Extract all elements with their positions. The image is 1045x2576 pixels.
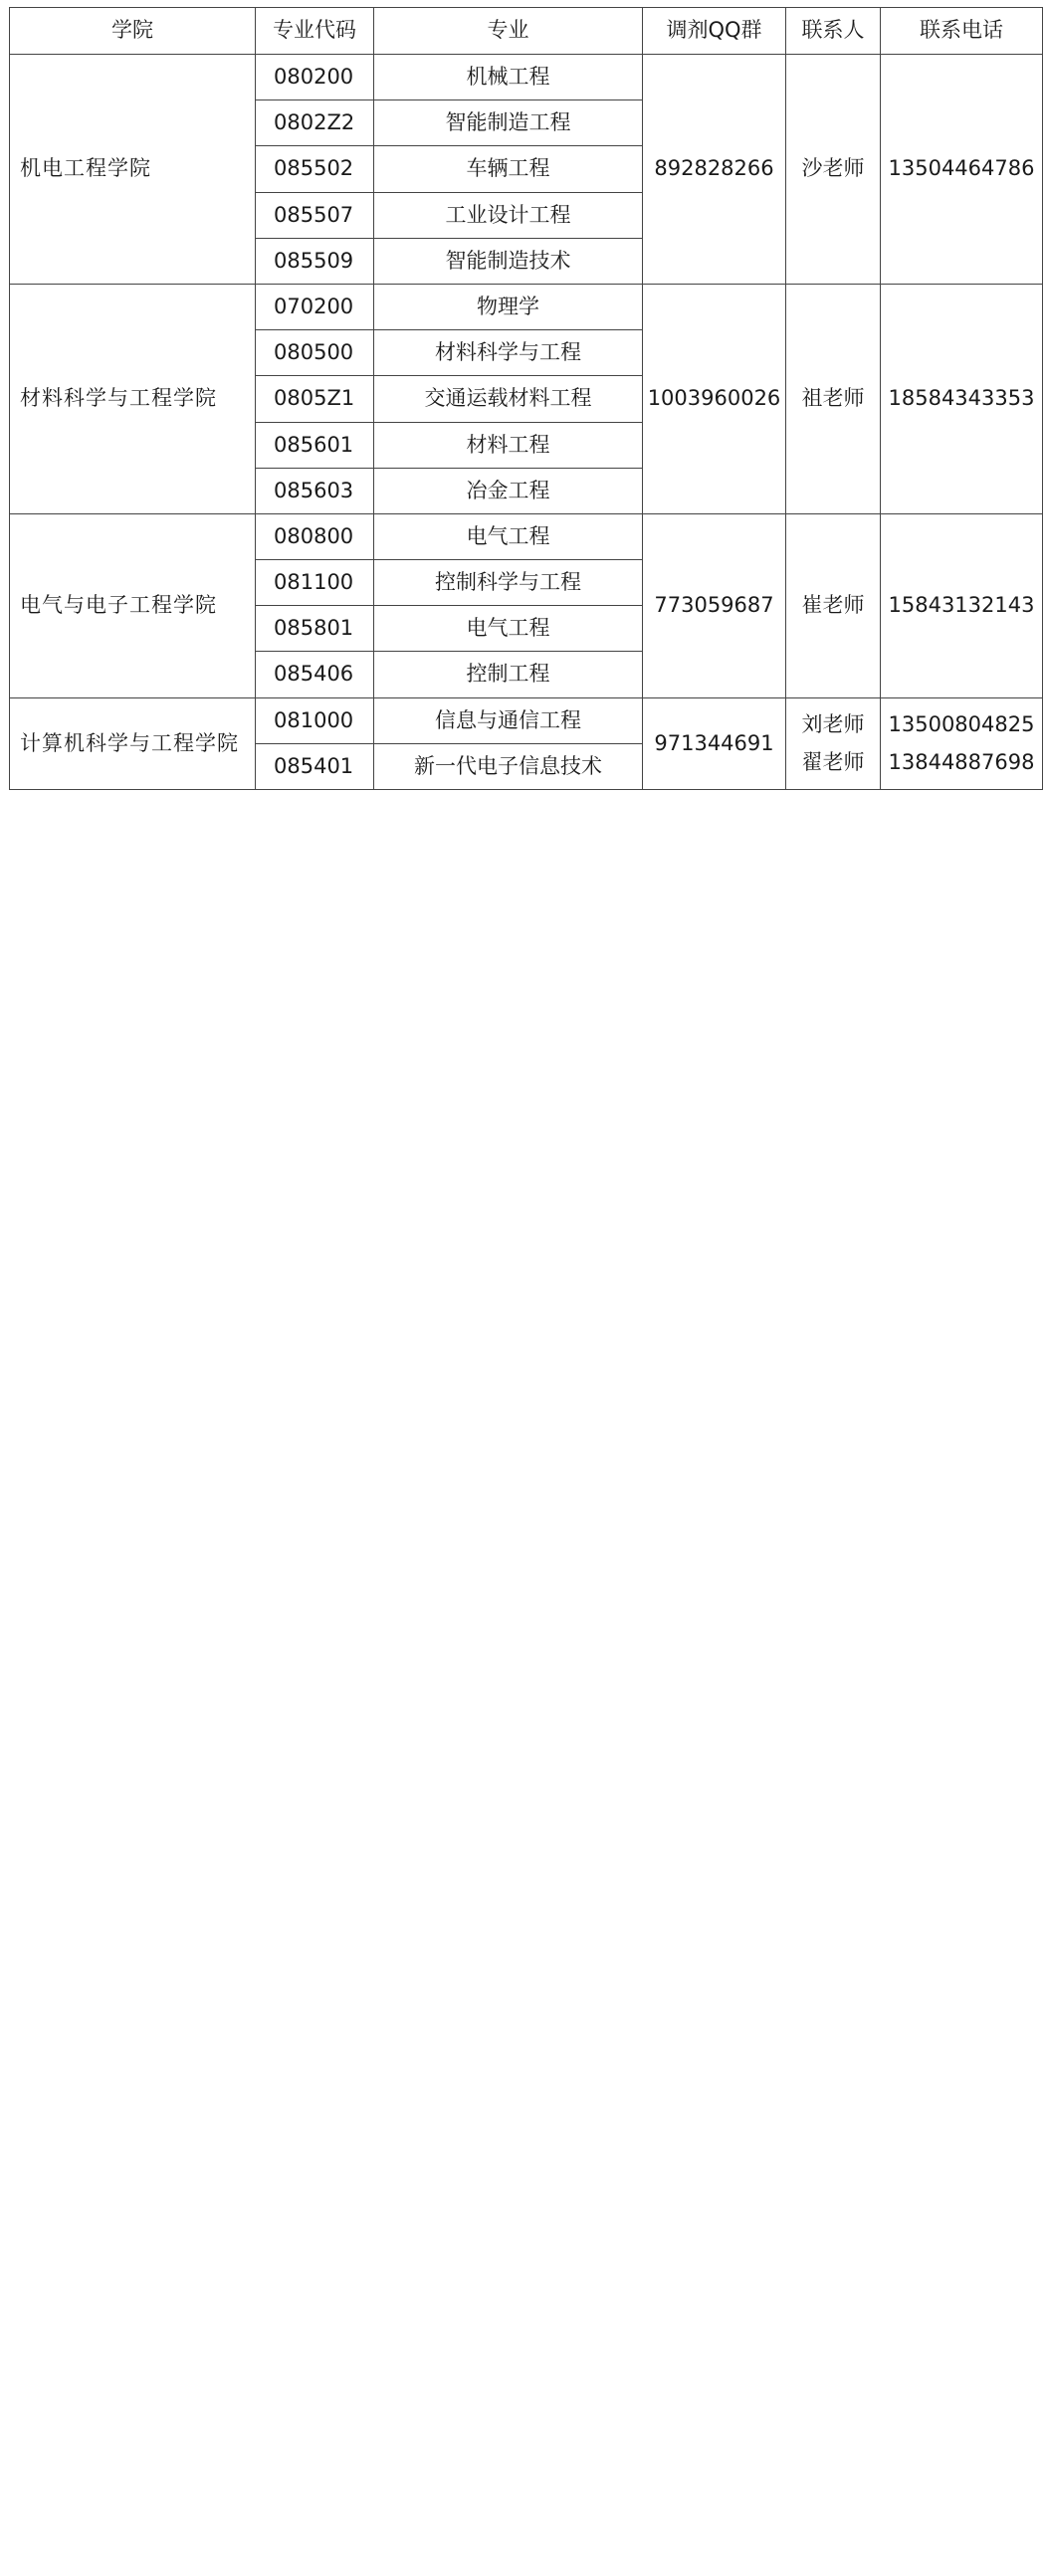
major-code-cell: 085507 bbox=[256, 192, 374, 238]
phone-number-line: 13844887698 bbox=[888, 750, 1035, 775]
major-code-cell: 085603 bbox=[256, 468, 374, 513]
contact-name-line: 翟老师 bbox=[801, 750, 865, 775]
contact-cell bbox=[786, 697, 881, 789]
contact-cell: 沙老师 bbox=[786, 55, 881, 285]
major-code-cell: 085406 bbox=[256, 652, 374, 697]
major-name-cell: 车辆工程 bbox=[374, 146, 643, 192]
adjustment-table bbox=[9, 7, 1043, 790]
phone-cell bbox=[881, 697, 1043, 789]
table-row bbox=[10, 513, 1043, 559]
header-code: 专业代码 bbox=[256, 8, 374, 55]
college-cell: 机电工程学院 bbox=[10, 55, 256, 285]
major-name-cell: 材料工程 bbox=[374, 422, 643, 468]
major-name-cell: 交通运载材料工程 bbox=[374, 376, 643, 422]
major-name-cell: 控制工程 bbox=[374, 652, 643, 697]
qq-group-cell: 971344691 bbox=[643, 697, 786, 789]
qq-group-cell: 773059687 bbox=[643, 513, 786, 697]
table-row bbox=[10, 284, 1043, 329]
major-code-cell: 085801 bbox=[256, 606, 374, 652]
qq-group-cell: 1003960026 bbox=[643, 284, 786, 513]
major-name-cell: 控制科学与工程 bbox=[374, 560, 643, 606]
header-row bbox=[10, 8, 1043, 55]
major-name-cell: 工业设计工程 bbox=[374, 192, 643, 238]
major-code-cell: 080500 bbox=[256, 330, 374, 376]
major-name-cell: 物理学 bbox=[374, 284, 643, 329]
contact-name-line: 刘老师 bbox=[801, 712, 865, 737]
major-code-cell: 081000 bbox=[256, 697, 374, 743]
major-name-cell: 信息与通信工程 bbox=[374, 697, 643, 743]
table-row bbox=[10, 697, 1043, 743]
header-phone: 联系电话 bbox=[881, 8, 1043, 55]
header-qq: 调剂QQ群 bbox=[643, 8, 786, 55]
college-cell: 材料科学与工程学院 bbox=[10, 284, 256, 513]
header-major: 专业 bbox=[374, 8, 643, 55]
major-name-cell: 电气工程 bbox=[374, 606, 643, 652]
phone-number bbox=[881, 705, 1042, 781]
major-code-cell: 0805Z1 bbox=[256, 376, 374, 422]
major-code-cell: 080800 bbox=[256, 513, 374, 559]
contact-name bbox=[786, 705, 880, 781]
college-cell: 计算机科学与工程学院 bbox=[10, 697, 256, 789]
major-code-cell: 081100 bbox=[256, 560, 374, 606]
major-name-cell: 新一代电子信息技术 bbox=[374, 743, 643, 789]
qq-group-cell: 892828266 bbox=[643, 55, 786, 285]
major-code-cell: 0802Z2 bbox=[256, 100, 374, 146]
phone-number-line: 13500804825 bbox=[888, 712, 1035, 737]
major-code-cell: 080200 bbox=[256, 55, 374, 100]
table-body bbox=[10, 55, 1043, 790]
major-code-cell: 085401 bbox=[256, 743, 374, 789]
major-name-cell: 机械工程 bbox=[374, 55, 643, 100]
major-name-cell: 材料科学与工程 bbox=[374, 330, 643, 376]
major-code-cell: 085502 bbox=[256, 146, 374, 192]
table-row bbox=[10, 55, 1043, 100]
contact-cell: 崔老师 bbox=[786, 513, 881, 697]
college-cell: 电气与电子工程学院 bbox=[10, 513, 256, 697]
major-name-cell: 冶金工程 bbox=[374, 468, 643, 513]
header-contact: 联系人 bbox=[786, 8, 881, 55]
phone-cell: 18584343353 bbox=[881, 284, 1043, 513]
major-code-cell: 070200 bbox=[256, 284, 374, 329]
major-name-cell: 智能制造技术 bbox=[374, 238, 643, 284]
phone-cell: 13504464786 bbox=[881, 55, 1043, 285]
major-name-cell: 电气工程 bbox=[374, 513, 643, 559]
major-code-cell: 085601 bbox=[256, 422, 374, 468]
header-college: 学院 bbox=[10, 8, 256, 55]
phone-cell: 15843132143 bbox=[881, 513, 1043, 697]
contact-cell: 祖老师 bbox=[786, 284, 881, 513]
major-code-cell: 085509 bbox=[256, 238, 374, 284]
major-name-cell: 智能制造工程 bbox=[374, 100, 643, 146]
